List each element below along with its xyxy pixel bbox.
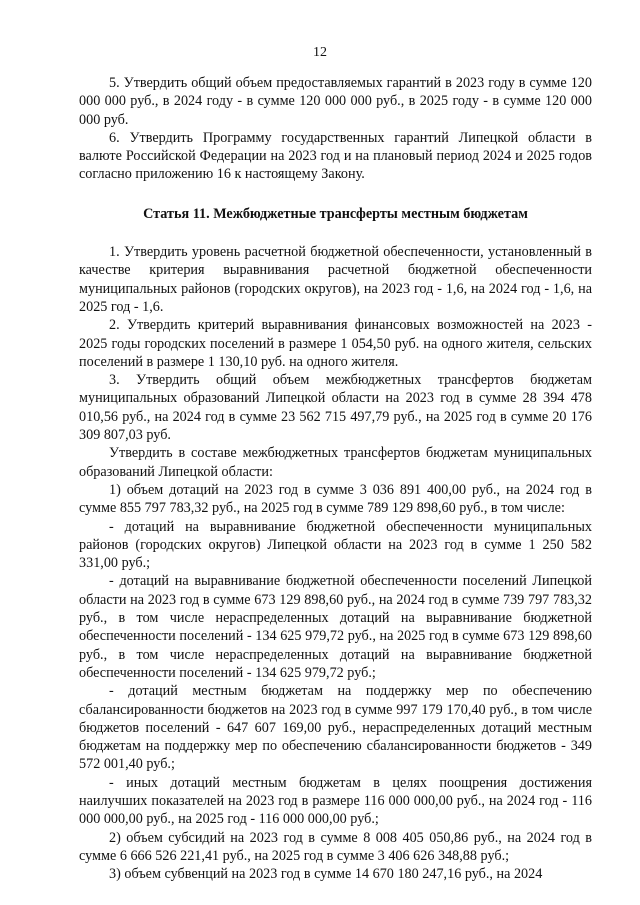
paragraph-item-2: 2. Утвердить критерий выравнивания финансовых возможностей на 2023 - 2025 годы городских поселений в размере 1 054,50 руб. на одного жителя, сельских поселений в размере 1 130,10 руб. на одного жителя. — [79, 317, 592, 370]
document-body — [79, 74, 592, 883]
paragraph-subitem-3: 3) объем субвенций на 2023 год в сумме 14 670 180 247,16 руб., на 2024 — [109, 866, 543, 883]
paragraph-dash-equalization-districts: - дотаций на выравнивание бюджетной обеспеченности муниципальных районов (городских округов) Липецкой области на 2023 год в сумме 1 250 582 331,00 руб.; — [79, 518, 592, 572]
page-number: 12 — [313, 45, 327, 60]
paragraph-guarantees-program: 6. Утвердить Программу государственных гарантий Липецкой области в валюте Российской Федерации на 2023 год и на плановый период 2024 и 2025 годов согласно приложению 16 к настоящему Закону. — [79, 129, 592, 183]
paragraph-dash-balance-support: - дотаций местным бюджетам на поддержку мер по обеспечению сбалансированности бюджетов на 2023 год в сумме 997 179 170,40 руб., в том числе бюджетов поселений - 647 607 169,00 руб., нераспределенных дотаций местным бюджетам на поддержку мер по обеспечению сбалансированности бюджетов - 349 572 001,40 руб.; — [79, 683, 592, 773]
paragraph-dash-equalization-settlements: - дотаций на выравнивание бюджетной обеспеченности поселений Липецкой области на 2023 год в сумме 673 129 898,60 руб., на 2024 год в сумме 739 797 783,32 руб., в том числе нераспределенных дотаций на выравнивание бюджетной обеспеченности поселений - 134 625 979,72 руб., на 2025 год в сумме 673 129 898,60 руб., в том числе нераспределенных дотаций на выравнивание бюджетной обеспеченности поселений - 134 625 979,72 руб.; — [79, 573, 592, 681]
article-heading: Статья 11. Межбюджетные трансферты местным бюджетам — [143, 205, 528, 222]
paragraph-item-3: 3. Утвердить общий объем межбюджетных трансфертов бюджетам муниципальных образований Липецкой области на 2023 год в сумме 28 394 478 010,56 руб., на 2024 год в сумме 23 562 715 497,79 руб., на 2025 год в сумме 20 176 309 807,03 руб. — [79, 372, 592, 444]
paragraph-item-1: 1. Утвердить уровень расчетной бюджетной обеспеченности, установленный в качестве критерия выравнивания расчетной бюджетной обеспеченности муниципальных районов (городских округов), на 2023 год - 1,6, на 2024 год - 1,6, на 2025 год - 1,6. — [79, 244, 592, 315]
paragraph-subitem-2: 2) объем субсидий на 2023 год в сумме 8 008 405 050,86 руб., на 2024 год в сумме 6 666 526 221,41 руб., на 2025 год в сумме 3 406 626 348,88 руб.; — [79, 829, 592, 864]
paragraph-guarantees-volume: 5. Утвердить общий объем предоставляемых гарантий в 2023 году в сумме 120 000 000 руб., в 2024 году - в сумме 120 000 000 руб., в 2025 году - в сумме 120 000 000 руб. — [79, 75, 592, 128]
paragraph-dash-incentive-grants: - иных дотаций местным бюджетам в целях поощрения достижения наилучших показателей на 2023 год в размере 116 000 000,00 руб., на 2024 год - 116 000 000,00 руб., на 2025 год - 116 000 000,00 руб.; — [79, 774, 592, 828]
paragraph-subitem-1: 1) объем дотаций на 2023 год в сумме 3 036 891 400,00 руб., на 2024 год в сумме 855 797 783,32 руб., на 2025 год в сумме 789 129 898,60 руб., в том числе: — [79, 481, 592, 517]
paragraph-approve-composition: Утвердить в составе межбюджетных трансфертов бюджетам муниципальных образований Липецкой области: — [79, 445, 592, 480]
